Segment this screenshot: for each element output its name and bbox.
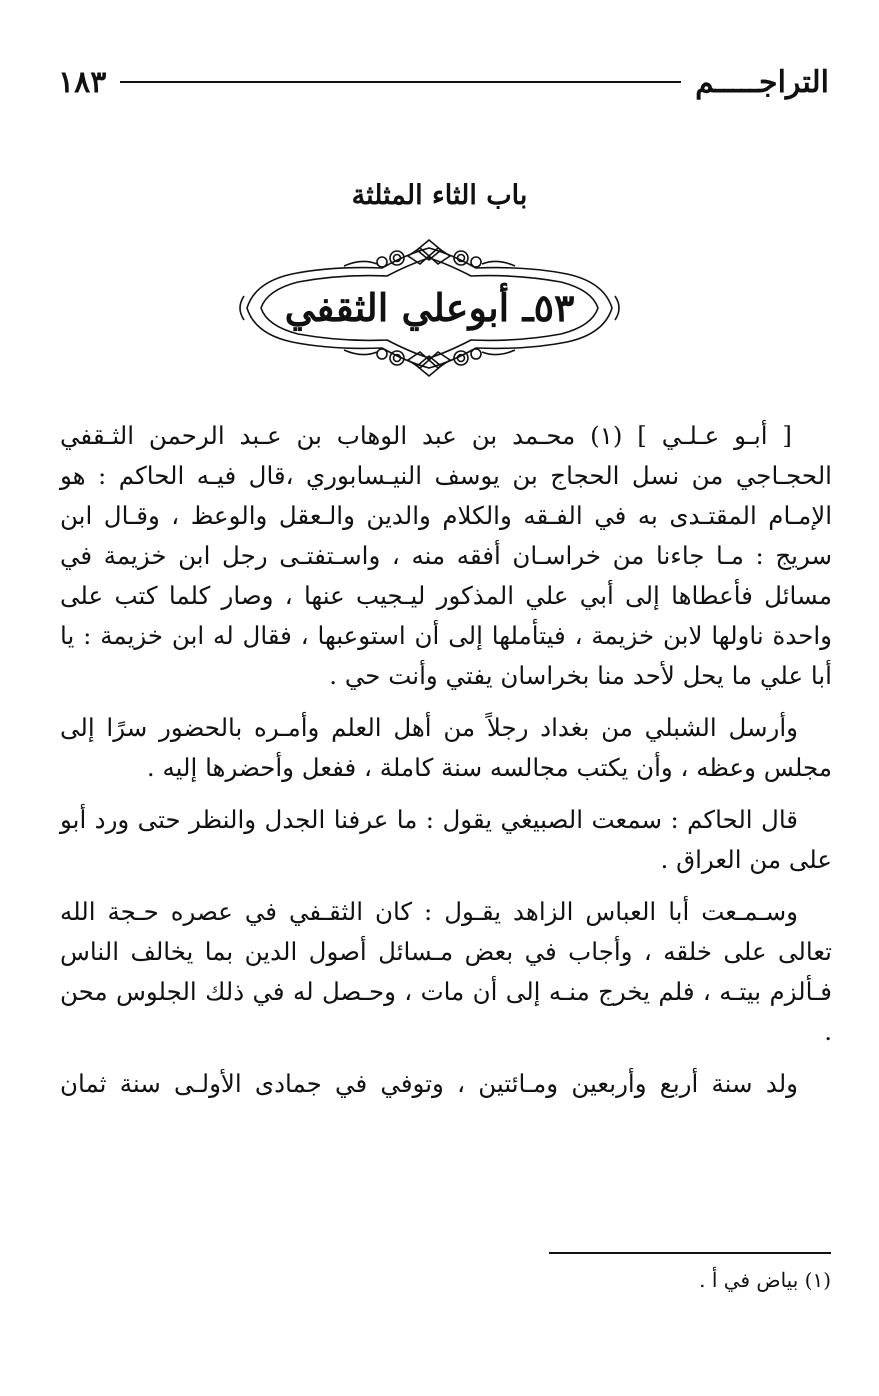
- entry-title-cartouche: [232, 236, 627, 381]
- entry-title: ٥٣ـ أبوعلي الثقفي: [284, 285, 575, 330]
- body-text: [60, 416, 832, 1116]
- paragraph-4: وسـمـعت أبا العباس الزاهد يقـول : كان الثقـفي في عصره حـجة الله تعالى على خلقه ، وأجاب في بعض مـسائل أصول الدين بما يخالف الناس فـألزم بيتـه ، فلم يخرج منـه إلى أن مات ، وحـصل له في ذلك الجلوس محن .: [60, 897, 832, 1046]
- chapter-title: باب الثاء المثلثة: [351, 180, 528, 211]
- paragraph-3: قال الحاكم : سمعت الصبيغي يقول : ما عرفنا الجدل والنظر حتى ورد أبو على من العراق .: [60, 805, 832, 874]
- paragraph-5: ولد سنة أربع وأربعين ومـائتين ، وتوفي في جمادى الأولـى سنة ثمان: [60, 1069, 798, 1098]
- running-header: [58, 60, 829, 104]
- paragraph-1: [ أبـو عـلـي ] (١) محـمد بن عبد الوهاب بن عـبد الرحمن الثـقفي الحجـاجي من نسل الحجاج بن يوسف النيـسابوري ،قال فيـه الحاكم : هو الإمـام المقتـدى به في الفـقه والكلام والدين والـعقل والوعظ ، وقـال ابن سريج : مـا جاءنا من خراسـان أفقه منه ، واسـتفتـى رجل ابن خزيمة في مسائل فأعطاها إلى أبي علي المذكور ليـجيب عنها ، وصار كلما كتب على واحدة ناولها لابن خزيمة ، فيتأملها إلى أن استوعبها ، فقال له ابن خزيمة : يا أبا علي ما يحل لأحد منا بخراسان يفتي وأنت حي .: [60, 421, 832, 690]
- paragraph-2: وأرسل الشبلي من بغداد رجلاً من أهل العلم وأمـره بالحضور سرًا إلى مجلس وعظه ، وأن يكتب مجالسه سنة كاملة ، ففعل وأحضرها إليه .: [60, 713, 832, 782]
- footnote: (١) بياض في أ .: [699, 1268, 831, 1292]
- header-rule: [120, 81, 681, 83]
- page-number: ١٨٣: [58, 64, 107, 100]
- running-header-title: التراجـــــم: [695, 64, 829, 100]
- footnote-rule: [549, 1252, 831, 1254]
